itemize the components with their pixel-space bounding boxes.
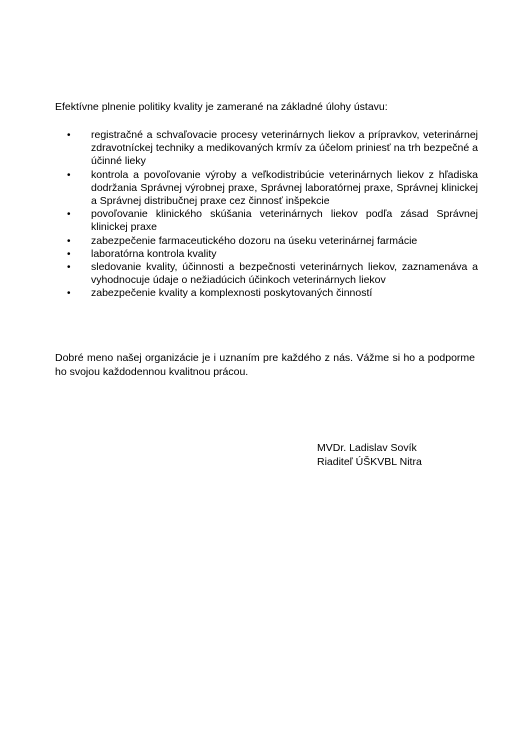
closing-paragraph: Dobré meno našej organizácie je i uznaním pre každého z nás. Vážme si ho a podporme ho svojou každodennou kvalitnou prácou. [55, 352, 475, 378]
bullet-icon: • [67, 130, 71, 141]
bullet-icon: • [67, 288, 71, 300]
bullet-icon: • [67, 235, 71, 247]
bullet-icon: • [67, 262, 71, 274]
list-item-text: zabezpečenie farmaceutického dozoru na úseku veterinárnej farmácie [91, 234, 418, 247]
list-item [60, 235, 478, 248]
list-item [60, 129, 478, 169]
list-item-text: laboratórna kontrola kvality [91, 247, 217, 260]
list-item [60, 248, 478, 261]
list-item-text: kontrola a povoľovanie výroby a veľkodistribúcie veterinárnych liekov z hľadiska dodržania Správnej výrobnej praxe, Správnej laboratórnej praxe, Správnej klinickej a Správnej distribučnej praxe cez činnosť inšpekcie [91, 168, 478, 208]
bullet-icon: • [67, 209, 71, 221]
bullet-icon: • [67, 248, 71, 260]
intro-paragraph: Efektívne plnenie politiky kvality je zamerané na základné úlohy ústavu: [55, 101, 388, 113]
signatory-name: MVDr. Ladislav Sovík [317, 442, 417, 454]
signature-block [317, 442, 507, 469]
signatory-title: Riaditeľ ÚŠKVBL Nitra [317, 455, 422, 468]
list-item [60, 208, 478, 234]
list-item [60, 287, 478, 300]
list-item-text: povoľovanie klinického skúšania veterinárnych liekov podľa zásad Správnej klinickej praxe [91, 208, 478, 234]
list-item-text: sledovanie kvality, účinnosti a bezpečnosti veterinárnych liekov, zaznamenáva a vyhodnocuje údaje o nežiadúcich účinkoch veterinárnych liekov [91, 261, 478, 287]
list-item [60, 169, 478, 209]
list-item [60, 261, 478, 287]
bullet-icon: • [67, 169, 71, 181]
list-item-text: registračné a schvaľovacie procesy veterinárnych liekov a prípravkov, veterinárnej zdravotníckej techniky a medikovaných krmív za účelom priniesť na trh bezpečné a účinné lieky [91, 129, 478, 168]
list-item-text: zabezpečenie kvality a komplexnosti poskytovaných činností [91, 287, 373, 300]
task-list [60, 129, 478, 301]
